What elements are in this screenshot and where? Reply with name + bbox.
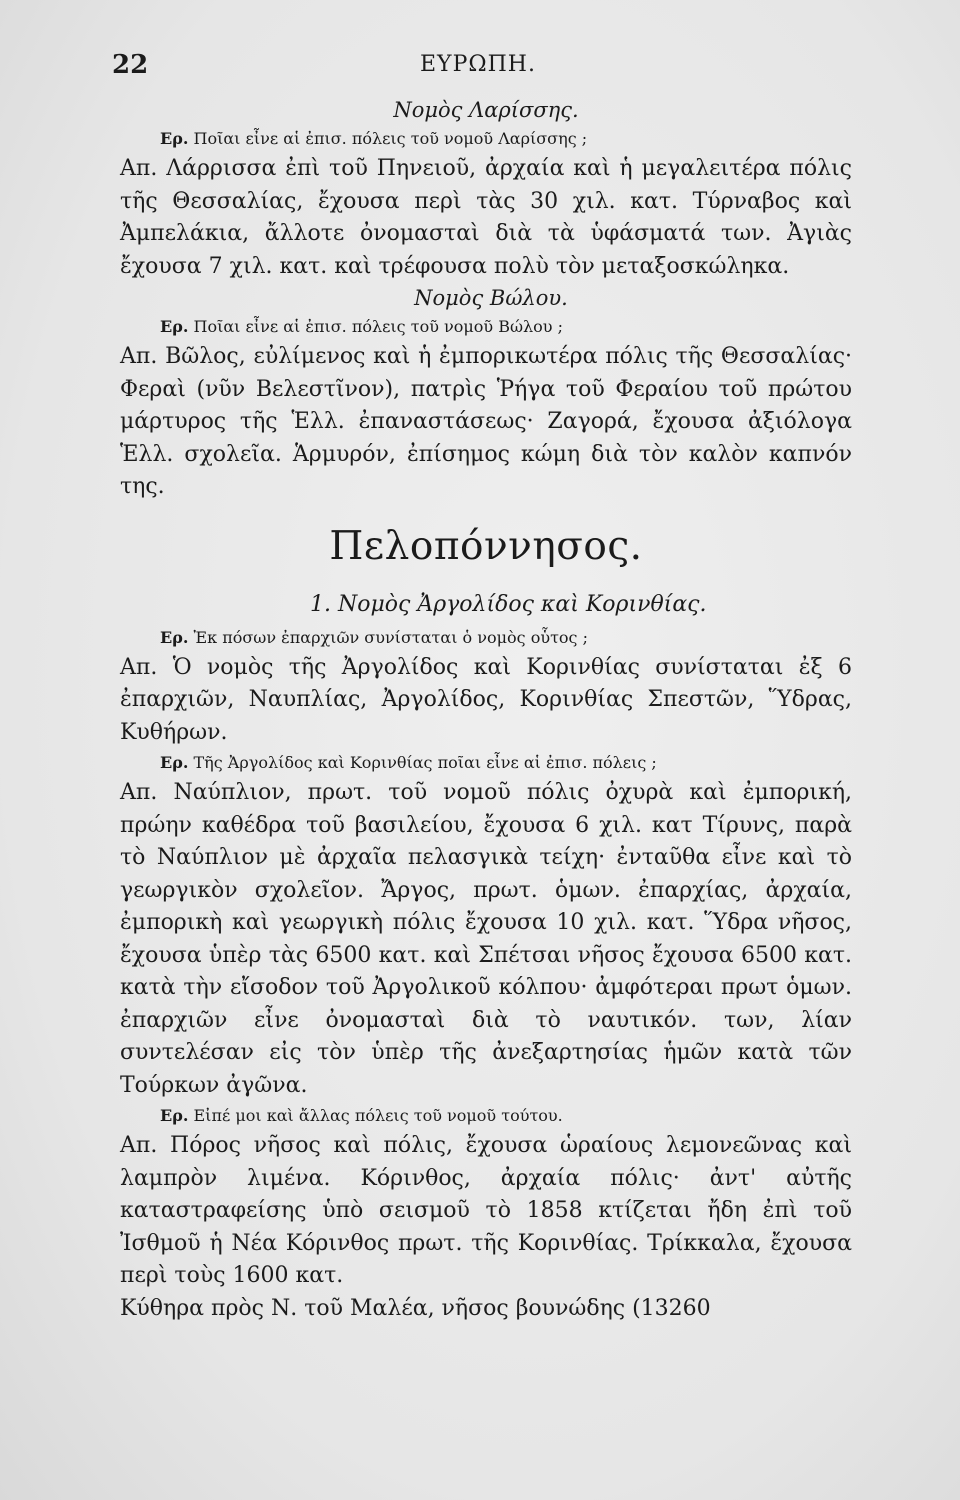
running-title: ΕΥΡΩΠΗ. xyxy=(420,52,536,77)
question xyxy=(160,1102,852,1130)
question-text: Ποῖαι εἶνε αἱ ἐπισ. πόλεις τοῦ νομοῦ Λαρίσσης ; xyxy=(193,129,588,148)
section-heading-larissa: Νομὸς Λαρίσσης. xyxy=(393,98,579,122)
section-heading-volos: Νομὸς Βώλου. xyxy=(414,286,568,310)
answer xyxy=(120,1130,852,1293)
answer-label: Απ. xyxy=(120,780,158,805)
page-body xyxy=(120,95,852,1325)
question-label: Ερ. xyxy=(160,317,189,336)
answer xyxy=(120,341,852,504)
question xyxy=(160,125,852,153)
section-heading-argolis-corinthia: 1. Νομὸς Ἀργολίδος καὶ Κορινθίας. xyxy=(310,591,707,617)
answer xyxy=(120,153,852,283)
question xyxy=(160,624,852,652)
page-header xyxy=(0,50,960,90)
question-label: Ερ. xyxy=(160,753,189,772)
question-label: Ερ. xyxy=(160,129,189,148)
question-label: Ερ. xyxy=(160,1106,189,1125)
question xyxy=(160,313,852,341)
answer-text: Ναύπλιον, πρωτ. τοῦ νομοῦ πόλις ὀχυρὰ καὶ ἐμπορική, πρώην καθέδρα τοῦ βασιλείου, ἔχουσα 6 χιλ. κατ Τίρυνς, παρὰ τὸ Ναύπλιον μὲ ἀρχαῖα πελασγικὰ τείχη· ἐνταῦθα εἶνε καὶ τὸ γεωργικὸν σχολεῖον. Ἄργος, πρωτ. ὁμων. ἐπαρχίας, ἀρχαία, ἐμπορικὴ καὶ γεωργικὴ πόλις ἔχουσα 10 χιλ. κατ. Ὕδρα νῆσος, ἔχουσα ὑπὲρ τὰς 6500 κατ. καὶ Σπέτσαι νῆσος ἔχουσα 6500 κατ. κατὰ τὴν εἴσοδον τοῦ Ἀργολικοῦ κόλπου· ἀμφότεραι πρωτ ὁμων. ἐπαρχιῶν εἶνε ὀνομασταὶ διὰ τὸ ναυτικόν. των, λίαν συντελέσαν εἰς τὸν ὑπὲρ τῆς ἀνεξαρτησίας ἡμῶν κατὰ τῶν Τούρκων ἀγῶνα. xyxy=(120,780,852,1098)
answer-text: Ὁ νομὸς τῆς Ἀργολίδος καὶ Κορινθίας συνίσταται ἐξ 6 ἐπαρχιῶν, Ναυπλίας, Ἀργολίδος, Κορινθίας Σπεστῶν, Ὕδρας, Κυθήρων. xyxy=(120,654,852,745)
question-label: Ερ. xyxy=(160,627,189,647)
answer xyxy=(120,777,852,1102)
answer-label: Απ. xyxy=(120,654,158,680)
question-text: Ποῖαι εἶνε αἱ ἐπισ. πόλεις τοῦ νομοῦ Βώλου ; xyxy=(193,317,563,336)
page-number: 22 xyxy=(112,50,149,80)
question-text: Τῆς Ἀργολίδος καὶ Κορινθίας ποῖαι εἶνε αἱ ἐπισ. πόλεις ; xyxy=(193,753,657,772)
answer-label: Απ. xyxy=(120,344,158,369)
answer-label: Απ. xyxy=(120,156,158,181)
answer-continued: Κύθηρα πρὸς Ν. τοῦ Μαλέα, νῆσος βουνώδης (13260 xyxy=(120,1295,711,1321)
question-text: Ἐκ πόσων ἐπαρχιῶν συνίσταται ὁ νομὸς οὗτος ; xyxy=(193,627,588,647)
answer-text: Βῶλος, εὐλίμενος καὶ ἡ ἐμπορικωτέρα πόλις τῆς Θεσσαλίας· Φεραὶ (νῦν Βελεστῖνον), πατρὶς Ῥήγα τοῦ Φεραίου τοῦ πρώτου μάρτυρος τῆς Ἑλλ. ἐπαναστάσεως· Ζαγορά, ἔχουσα ἀξιόλογα Ἑλλ. σχολεῖα. Ἁρμυρόν, ἐπίσημος κώμη διὰ τὸν καλὸν καπνόν της. xyxy=(120,344,853,499)
region-heading-peloponnese: Πελοπόννησος. xyxy=(329,523,643,569)
answer-label: Απ. xyxy=(120,1133,158,1158)
answer xyxy=(120,652,852,750)
question-text: Εἰπέ μοι καὶ ἄλλας πόλεις τοῦ νομοῦ τούτου. xyxy=(193,1106,563,1125)
answer-text: Πόρος νῆσος καὶ πόλις, ἔχουσα ὡραίους λεμονεῶνας καὶ λαμπρὸν λιμένα. Κόρινθος, ἀρχαία πόλις· ἀντ' αὐτῆς καταστραφείσης ὑπὸ σεισμοῦ τὸ 1858 κτίζεται ἤδη ἐπὶ τοῦ Ἰσθμοῦ ἡ Νέα Κόρινθος πρωτ. τῆς Κορινθίας. Τρίκκαλα, ἔχουσα περὶ τοὺς 1600 κατ. xyxy=(120,1133,852,1288)
answer-text: Λάρρισσα ἐπὶ τοῦ Πηνειοῦ, ἀρχαία καὶ ἡ μεγαλειτέρα πόλις τῆς Θεσσαλίας, ἔχουσα περὶ τὰς 30 χιλ. κατ. Τύρναβος καὶ Ἀμπελάκια, ἄλλοτε ὀνομασταὶ διὰ τὰ ὑφάσματά των. Ἀγιὰς ἔχουσα 7 χιλ. κατ. καὶ τρέφουσα πολὺ τὸν μεταξοσκώληκα. xyxy=(120,156,852,279)
question xyxy=(160,749,852,777)
